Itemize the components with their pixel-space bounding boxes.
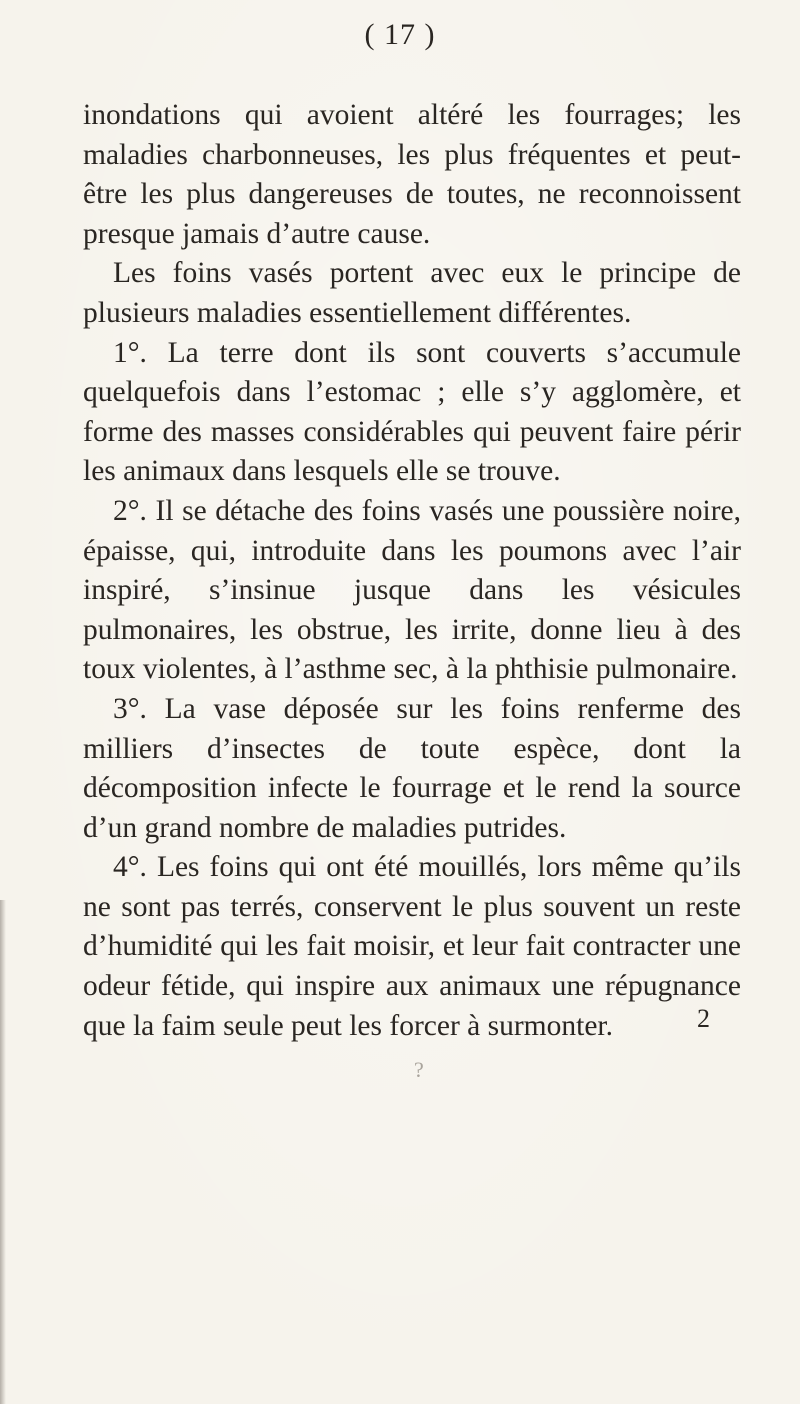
paragraph-6: 4°. Les foins qui ont été mouillés, lors même qu’ils ne sont pas terrés, conservent le plus souvent un reste d’humidité qui les fait moisir, et leur fait contracter une odeur fétide, qui inspire aux animaux une répugnance que la faim seule peut les forcer à surmonter. [83,851,741,1042]
paragraph-1: inondations qui avoient altéré les fourrages; les maladies charbonneuses, les plus fréquentes et peut-être les plus dangereuses de toutes, ne reconnoissent presque jamais d’autre cause. [83,99,741,250]
paragraph-4: 2°. Il se détache des foins vasés une poussière noire, épaisse, qui, introduite dans les poumons avec l’air inspiré, s’insinue jusque dans les vésicules pulmonaires, les obstrue, les irrite, donne lieu à des toux violentes, à l’asthme sec, à la phthisie pulmonaire. [83,494,741,686]
paragraph-3: 1°. La terre dont ils sont couverts s’accumule quelquefois dans l’estomac ; elle s’y agglomère, et forme des masses considérables qui peuvent faire périr les animaux dans lesquels elle se trouve. [83,336,741,488]
paragraph-5: 3°. La vase déposée sur les foins renferme des milliers d’insectes de toute espèce, dont la décomposition infecte le fourrage et le rend la source d’un grand nombre de maladies putrides. [83,692,741,844]
page-number: ( 17 ) [364,18,436,51]
page-edge-shadow [0,900,6,1404]
paragraph-2: Les foins vasés portent avec eux le principe de plusieurs maladies essentiellement différentes. [83,257,741,329]
signature-mark: 2 [697,1004,710,1033]
body-text [83,96,741,1046]
stray-mark: ? [414,1057,424,1082]
